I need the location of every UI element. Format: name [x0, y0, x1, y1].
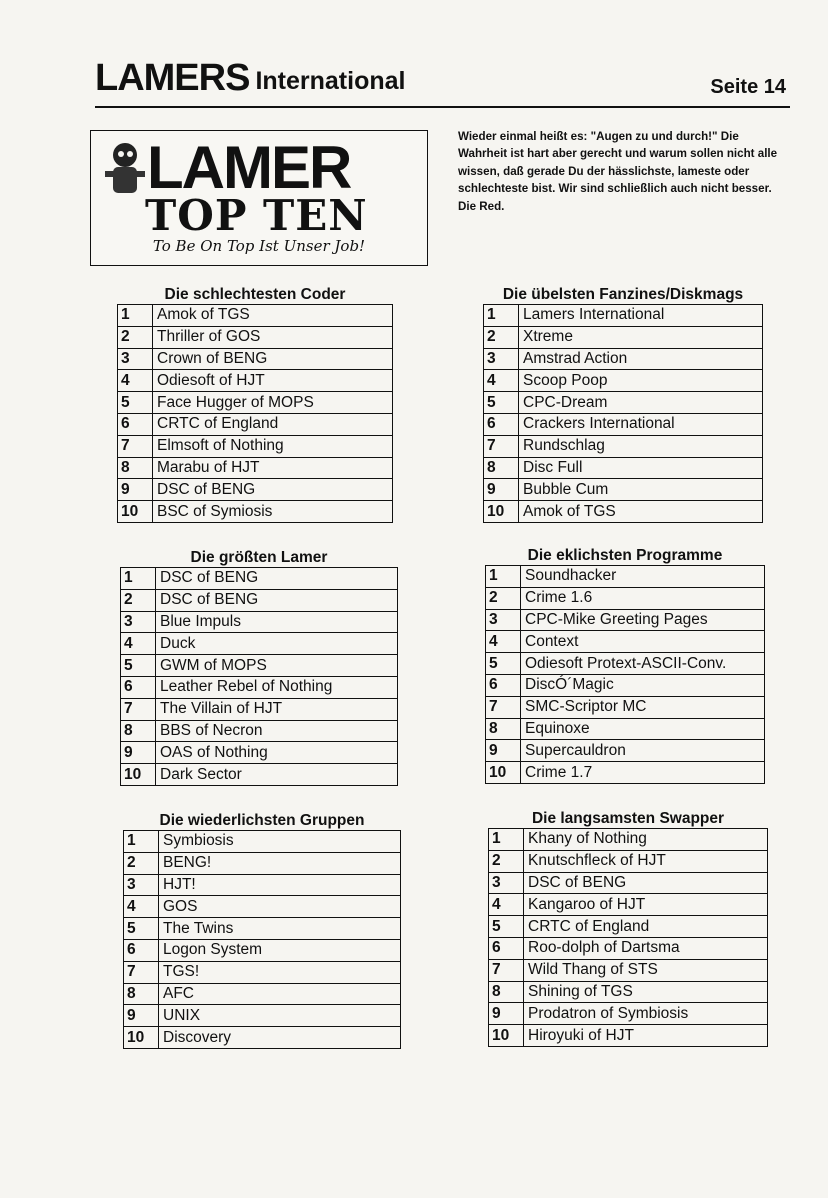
- table-row: [121, 742, 398, 764]
- rank-cell: 6: [118, 413, 153, 435]
- name-cell: Wild Thang of STS: [524, 959, 768, 981]
- table-row: [484, 413, 763, 435]
- table-row: [486, 696, 765, 718]
- rank-cell: 2: [489, 850, 524, 872]
- name-cell: DSC of BENG: [524, 872, 768, 894]
- rank-cell: 2: [124, 852, 159, 874]
- table-row: [486, 587, 765, 609]
- table-row: [121, 764, 398, 786]
- table-row: [118, 348, 393, 370]
- rank-cell: 4: [124, 896, 159, 918]
- rank-cell: 1: [118, 305, 153, 327]
- table-row: [118, 413, 393, 435]
- name-cell: BBS of Necron: [156, 720, 398, 742]
- name-cell: AFC: [159, 983, 401, 1005]
- rank-cell: 6: [121, 676, 156, 698]
- table-row: [121, 676, 398, 698]
- table-row: [484, 305, 763, 327]
- name-cell: Scoop Poop: [519, 370, 763, 392]
- table-row: [489, 916, 768, 938]
- logo-sub: International: [255, 67, 406, 95]
- name-cell: Thriller of GOS: [153, 326, 393, 348]
- name-cell: CPC-Mike Greeting Pages: [521, 609, 765, 631]
- name-cell: Rundschlag: [519, 435, 763, 457]
- rank-cell: 5: [489, 916, 524, 938]
- rank-cell: 8: [124, 983, 159, 1005]
- table-row: [121, 611, 398, 633]
- table-row: [486, 566, 765, 588]
- table-row: [124, 983, 401, 1005]
- name-cell: The Villain of HJT: [156, 698, 398, 720]
- rank-cell: 5: [121, 655, 156, 677]
- table-row: [121, 633, 398, 655]
- table-row: [484, 501, 763, 523]
- table-row: [124, 852, 401, 874]
- list-worst-programs: [485, 547, 765, 784]
- name-cell: CRTC of England: [524, 916, 768, 938]
- table-row: [486, 718, 765, 740]
- table-row: [486, 740, 765, 762]
- rank-cell: 10: [484, 501, 519, 523]
- rank-cell: 7: [489, 959, 524, 981]
- list-title: Die größten Lamer: [190, 549, 328, 566]
- name-cell: Dark Sector: [156, 764, 398, 786]
- rank-cell: 6: [484, 413, 519, 435]
- rank-cell: 4: [118, 370, 153, 392]
- name-cell: Face Hugger of MOPS: [153, 392, 393, 414]
- name-cell: Kangaroo of HJT: [524, 894, 768, 916]
- rank-cell: 10: [121, 764, 156, 786]
- table-row: [118, 392, 393, 414]
- name-cell: OAS of Nothing: [156, 742, 398, 764]
- table-row: [486, 653, 765, 675]
- table-row: [118, 479, 393, 501]
- table-row: [118, 370, 393, 392]
- table-row: [489, 894, 768, 916]
- rank-cell: 5: [484, 392, 519, 414]
- rank-cell: 6: [486, 674, 521, 696]
- rank-cell: 3: [124, 874, 159, 896]
- table-row: [484, 326, 763, 348]
- ranking-table: [483, 304, 763, 523]
- rank-cell: 9: [121, 742, 156, 764]
- name-cell: Soundhacker: [521, 566, 765, 588]
- intro-paragraph: Wieder einmal heißt es: "Augen zu und durch!" Die Wahrheit ist hart aber gerecht und warum sollen nicht alle wissen, daß gerade Du der hässlichste, lameste oder schlechteste bist. Wir sind schließlich auch nicht besser. Die Red.: [458, 130, 778, 213]
- rank-cell: 9: [489, 1003, 524, 1025]
- name-cell: Discovery: [159, 1027, 401, 1049]
- rank-cell: 10: [118, 501, 153, 523]
- name-cell: DiscÓ´Magic: [521, 674, 765, 696]
- name-cell: Hiroyuki of HJT: [524, 1025, 768, 1047]
- name-cell: Leather Rebel of Nothing: [156, 676, 398, 698]
- rank-cell: 8: [489, 981, 524, 1003]
- table-row: [124, 1027, 401, 1049]
- rank-cell: 1: [124, 831, 159, 853]
- list-title: Die wiederlichsten Gruppen: [159, 812, 365, 829]
- name-cell: Disc Full: [519, 457, 763, 479]
- rank-cell: 1: [486, 566, 521, 588]
- table-row: [124, 1005, 401, 1027]
- table-row: [489, 937, 768, 959]
- ranking-table: [485, 565, 765, 784]
- name-cell: Amok of TGS: [519, 501, 763, 523]
- table-row: [118, 326, 393, 348]
- rank-cell: 4: [486, 631, 521, 653]
- table-row: [124, 874, 401, 896]
- table-row: [121, 589, 398, 611]
- top-ten-banner: [90, 130, 428, 266]
- rank-cell: 8: [484, 457, 519, 479]
- table-row: [118, 305, 393, 327]
- rank-cell: 7: [486, 696, 521, 718]
- name-cell: CPC-Dream: [519, 392, 763, 414]
- name-cell: DSC of BENG: [153, 479, 393, 501]
- rank-cell: 1: [484, 305, 519, 327]
- rank-cell: 2: [118, 326, 153, 348]
- table-row: [484, 435, 763, 457]
- page-header: [95, 58, 790, 108]
- rank-cell: 10: [486, 762, 521, 784]
- logo-main: LAMERS: [95, 57, 250, 99]
- table-row: [484, 392, 763, 414]
- rank-cell: 4: [121, 633, 156, 655]
- name-cell: Roo-dolph of Dartsma: [524, 937, 768, 959]
- table-row: [486, 631, 765, 653]
- name-cell: GOS: [159, 896, 401, 918]
- table-row: [124, 896, 401, 918]
- name-cell: TGS!: [159, 961, 401, 983]
- name-cell: Crime 1.7: [521, 762, 765, 784]
- table-row: [124, 939, 401, 961]
- table-row: [489, 1025, 768, 1047]
- list-title: Die schlechtesten Coder: [164, 286, 346, 303]
- name-cell: GWM of MOPS: [156, 655, 398, 677]
- page-number: Seite 14: [710, 76, 786, 98]
- name-cell: Bubble Cum: [519, 479, 763, 501]
- table-row: [489, 959, 768, 981]
- table-row: [118, 435, 393, 457]
- rank-cell: 8: [486, 718, 521, 740]
- rank-cell: 10: [124, 1027, 159, 1049]
- rank-cell: 8: [121, 720, 156, 742]
- table-row: [486, 762, 765, 784]
- ranking-table: [117, 304, 393, 523]
- rank-cell: 6: [124, 939, 159, 961]
- magazine-logo: [95, 58, 405, 98]
- name-cell: The Twins: [159, 918, 401, 940]
- name-cell: DSC of BENG: [156, 589, 398, 611]
- rank-cell: 2: [484, 326, 519, 348]
- table-row: [124, 831, 401, 853]
- list-title: Die eklichsten Programme: [527, 547, 723, 564]
- table-row: [484, 370, 763, 392]
- table-row: [486, 609, 765, 631]
- name-cell: DSC of BENG: [156, 568, 398, 590]
- name-cell: Symbiosis: [159, 831, 401, 853]
- name-cell: Odiesoft Protext-ASCII-Conv.: [521, 653, 765, 675]
- name-cell: Shining of TGS: [524, 981, 768, 1003]
- rank-cell: 5: [124, 918, 159, 940]
- table-row: [124, 918, 401, 940]
- rank-cell: 3: [489, 872, 524, 894]
- name-cell: BENG!: [159, 852, 401, 874]
- rank-cell: 4: [489, 894, 524, 916]
- name-cell: Xtreme: [519, 326, 763, 348]
- table-row: [121, 720, 398, 742]
- table-row: [118, 457, 393, 479]
- list-worst-groups: [123, 812, 401, 1049]
- name-cell: Amstrad Action: [519, 348, 763, 370]
- name-cell: Marabu of HJT: [153, 457, 393, 479]
- name-cell: Duck: [156, 633, 398, 655]
- rank-cell: 3: [121, 611, 156, 633]
- table-row: [486, 674, 765, 696]
- name-cell: Prodatron of Symbiosis: [524, 1003, 768, 1025]
- ranking-table: [120, 567, 398, 786]
- rank-cell: 5: [118, 392, 153, 414]
- name-cell: BSC of Symiosis: [153, 501, 393, 523]
- banner-subtitle: TOP TEN: [145, 191, 368, 240]
- rank-cell: 1: [489, 829, 524, 851]
- name-cell: Context: [521, 631, 765, 653]
- name-cell: Lamers International: [519, 305, 763, 327]
- name-cell: UNIX: [159, 1005, 401, 1027]
- rank-cell: 3: [118, 348, 153, 370]
- rank-cell: 6: [489, 937, 524, 959]
- name-cell: Crackers International: [519, 413, 763, 435]
- rank-cell: 9: [486, 740, 521, 762]
- table-row: [121, 568, 398, 590]
- name-cell: Elmsoft of Nothing: [153, 435, 393, 457]
- rank-cell: 2: [121, 589, 156, 611]
- name-cell: Supercauldron: [521, 740, 765, 762]
- banner-slogan: To Be On Top Ist Unser Job!: [152, 237, 366, 255]
- table-row: [121, 655, 398, 677]
- ranking-table: [488, 828, 768, 1047]
- rank-cell: 2: [486, 587, 521, 609]
- table-row: [121, 698, 398, 720]
- list-title: Die übelsten Fanzines/Diskmags: [502, 286, 744, 303]
- rank-cell: 9: [118, 479, 153, 501]
- rank-cell: 3: [484, 348, 519, 370]
- rank-cell: 1: [121, 568, 156, 590]
- table-row: [489, 872, 768, 894]
- table-row: [489, 850, 768, 872]
- table-row: [484, 479, 763, 501]
- name-cell: Logon System: [159, 939, 401, 961]
- table-row: [118, 501, 393, 523]
- name-cell: Blue Impuls: [156, 611, 398, 633]
- rank-cell: 5: [486, 653, 521, 675]
- table-row: [484, 348, 763, 370]
- rank-cell: 9: [484, 479, 519, 501]
- rank-cell: 3: [486, 609, 521, 631]
- rank-cell: 7: [484, 435, 519, 457]
- banner-title: LAMER: [147, 134, 351, 201]
- mascot-icon: [103, 139, 147, 199]
- rank-cell: 10: [489, 1025, 524, 1047]
- table-row: [484, 457, 763, 479]
- ranking-table: [123, 830, 401, 1049]
- list-worst-fanzines: [483, 286, 763, 523]
- rank-cell: 9: [124, 1005, 159, 1027]
- name-cell: Khany of Nothing: [524, 829, 768, 851]
- name-cell: Crown of BENG: [153, 348, 393, 370]
- list-title: Die langsamsten Swapper: [531, 810, 725, 827]
- name-cell: Amok of TGS: [153, 305, 393, 327]
- rank-cell: 8: [118, 457, 153, 479]
- table-row: [489, 981, 768, 1003]
- rank-cell: 7: [118, 435, 153, 457]
- name-cell: CRTC of England: [153, 413, 393, 435]
- name-cell: Equinoxe: [521, 718, 765, 740]
- name-cell: Crime 1.6: [521, 587, 765, 609]
- name-cell: Knutschfleck of HJT: [524, 850, 768, 872]
- name-cell: Odiesoft of HJT: [153, 370, 393, 392]
- table-row: [489, 1003, 768, 1025]
- table-row: [124, 961, 401, 983]
- rank-cell: 7: [121, 698, 156, 720]
- name-cell: HJT!: [159, 874, 401, 896]
- table-row: [489, 829, 768, 851]
- list-slowest-swappers: [488, 810, 768, 1047]
- list-biggest-lamers: [120, 549, 398, 786]
- rank-cell: 7: [124, 961, 159, 983]
- list-worst-coders: [117, 286, 393, 523]
- rank-cell: 4: [484, 370, 519, 392]
- name-cell: SMC-Scriptor MC: [521, 696, 765, 718]
